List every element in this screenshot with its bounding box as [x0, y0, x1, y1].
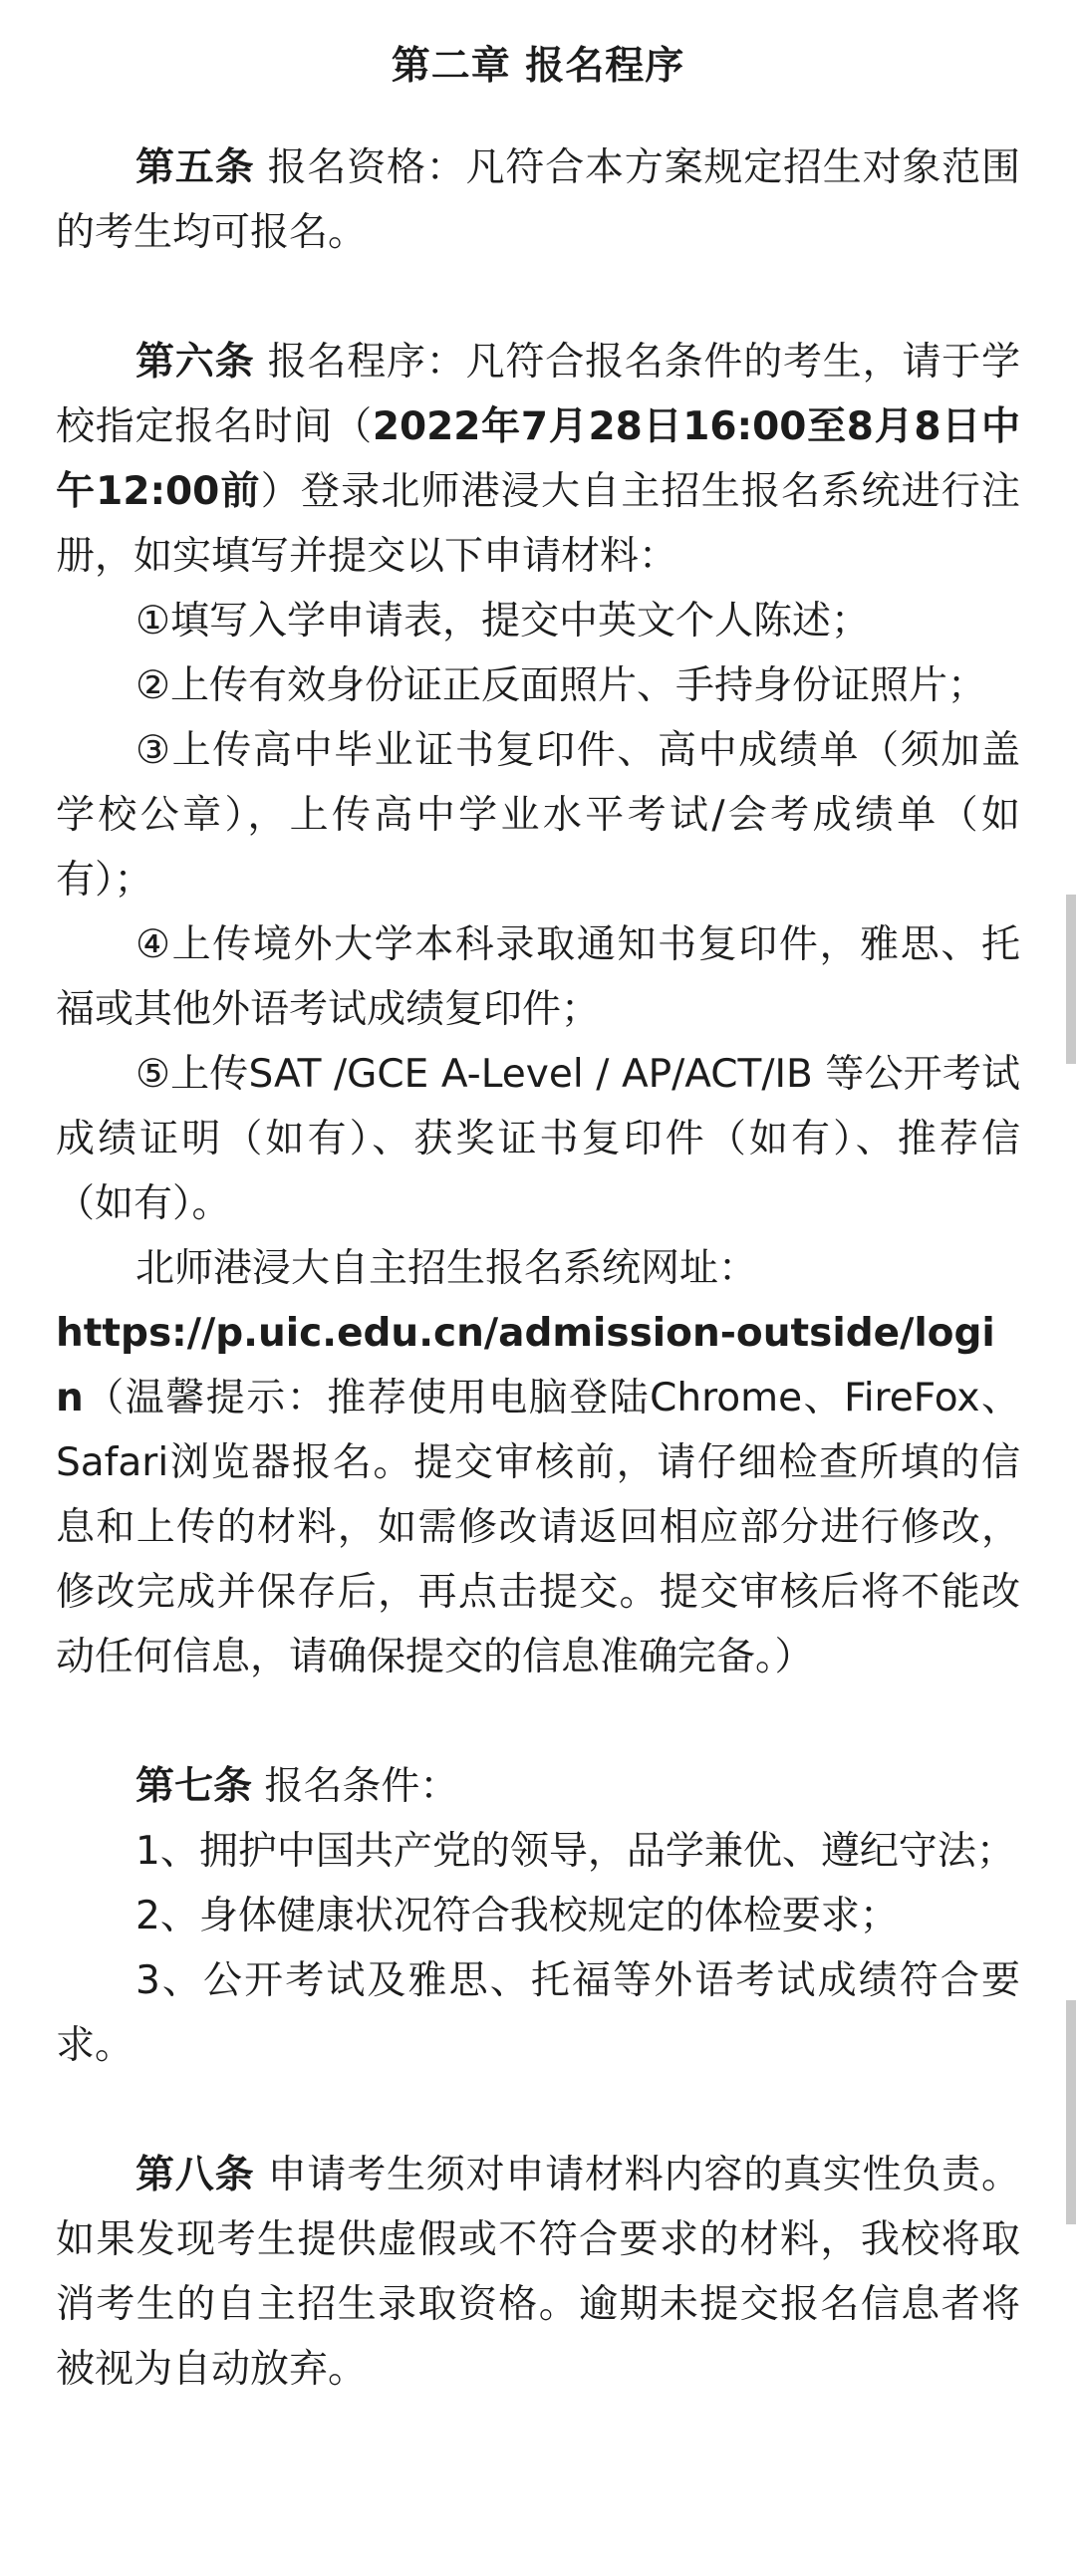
- document-body: [56, 28, 1020, 2402]
- system-site-label: 北师港浸大自主招生报名系统网址：: [135, 1246, 758, 1291]
- article-5: [56, 135, 1020, 265]
- article-7-text: 报名条件：: [252, 1764, 459, 1809]
- article-7: [56, 1754, 1020, 1819]
- spacer: [56, 265, 1020, 330]
- materials-item-4: ④上传境外大学本科录取通知书复印件，雅思、托福或其他外语考试成绩复印件；: [56, 922, 1020, 1032]
- chapter-title: 第二章 报名程序: [391, 44, 685, 89]
- scrollbar-thumb-secondary[interactable]: [1066, 2000, 1076, 2224]
- article-6-text-b: ）登录北师港浸大自主招生报名系统进行注册，如实填写并提交以下申请材料：: [56, 469, 1020, 579]
- materials-item-5: ⑤上传SAT /GCE A-Level / AP/ACT/IB 等公开考试成绩证明（如有）、获奖证书复印件（如有）、推荐信（如有）。: [56, 1052, 1020, 1226]
- application-period: 2022年7月28日16:00至8月8日中午12:00前: [56, 404, 1020, 514]
- materials-item-3: ③上传高中毕业证书复印件、高中成绩单（须加盖学校公章），上传高中学业水平考试/会考成绩单（如有）；: [56, 728, 1020, 902]
- admission-system-link[interactable]: https://p.uic.edu.cn/admission-outside/login: [56, 1311, 995, 1420]
- scrollbar-thumb[interactable]: [1066, 895, 1076, 1064]
- system-site-paragraph: [56, 1301, 1020, 1689]
- materials-item-2: ②上传有效身份证正反面照片、手持身份证照片；: [135, 663, 986, 708]
- article-5-label: 第五条: [135, 145, 255, 190]
- article-5-text: 报名资格：凡符合本方案规定招生对象范围的考生均可报名。: [56, 145, 1020, 255]
- spacer: [56, 1689, 1020, 1754]
- article-8: [56, 2143, 1020, 2402]
- condition-item-3: 3、公开考试及雅思、托福等外语考试成绩符合要求。: [56, 1958, 1020, 2068]
- condition-item-1: 1、拥护中国共产党的领导，品学兼优、遵纪守法；: [135, 1829, 1015, 1874]
- article-6: [56, 330, 1020, 589]
- tip-text: （温馨提示：推荐使用电脑登陆Chrome、FireFox、Safari浏览器报名。提交审核前，请仔细检查所填的信息和上传的材料，如需修改请返回相应部分进行修改，修改完成并保存后，再点击提交。提交审核后将不能改动任何信息，请确保提交的信息准确完备。）: [56, 1376, 1020, 1679]
- spacer: [56, 2078, 1020, 2143]
- article-8-text: 申请考生须对申请材料内容的真实性负责。如果发现考生提供虚假或不符合要求的材料，我校将取消考生的自主招生录取资格。逾期未提交报名信息者将被视为自动放弃。: [56, 2153, 1020, 2392]
- article-6-label: 第六条: [135, 340, 255, 385]
- article-8-label: 第八条: [135, 2153, 255, 2197]
- condition-item-2: 2、身体健康状况符合我校规定的体检要求；: [135, 1894, 899, 1938]
- spacer: [56, 106, 1020, 135]
- materials-item-1: ①填写入学申请表，提交中英文个人陈述；: [135, 599, 870, 644]
- article-6-text-a: 报名程序：凡符合报名条件的考生，请于学校指定报名时间（: [56, 340, 1020, 449]
- article-7-label: 第七条: [135, 1764, 253, 1809]
